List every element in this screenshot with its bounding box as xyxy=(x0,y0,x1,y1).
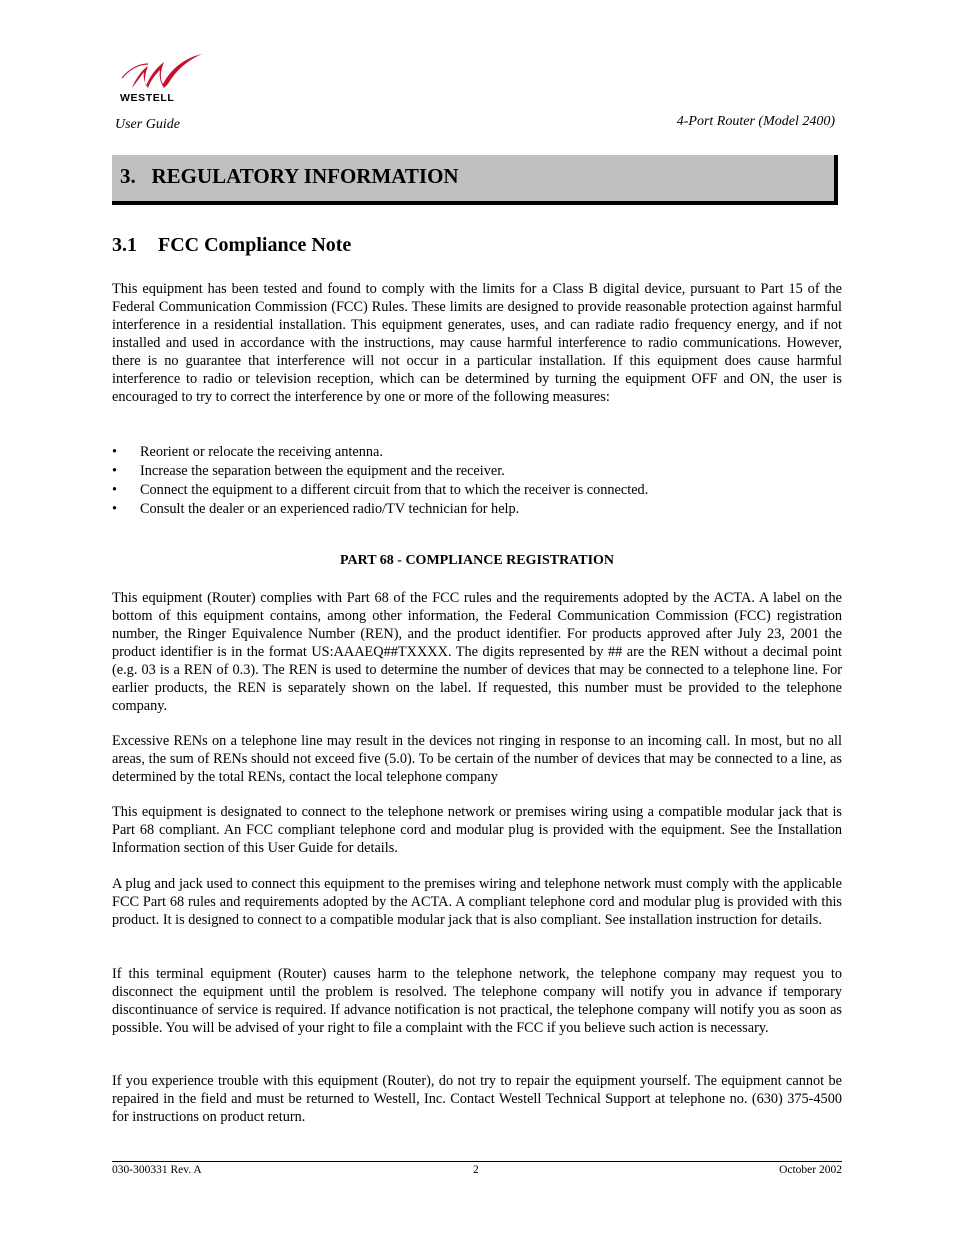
list-item: • Connect the equipment to a different circuit from that to which the receiver is connected. xyxy=(112,482,649,498)
list-item: • Reorient or relocate the receiving antenna. xyxy=(112,444,383,460)
logo-wordmark: WESTELL xyxy=(120,92,175,104)
bullet-icon: • xyxy=(112,501,118,517)
part68-paragraph: A plug and jack used to connect this equipment to the premises wiring and telephone network must comply with the applicable FCC Part 68 rules and requirements adopted by the ACTA. A compliant telephone cord and modular plug is provided with this product. It is designed to connect to a compatible modular jack that is also compliant. See installation instruction for details. xyxy=(112,876,842,928)
subsection-number: 3.1 xyxy=(112,234,137,256)
part68-paragraph: This equipment is designated to connect to the telephone network or premises wiring using a compatible modular jack that is Part 68 compliant. An FCC compliant telephone cord and modular plug is provided with the equipment. See the Installation Information section of this User Guide for details. xyxy=(112,804,842,856)
footer-divider xyxy=(112,1161,842,1162)
part68-paragraph: Excessive RENs on a telephone line may result in the devices not ringing in response to an incoming call. In most, but no all areas, the sum of RENs should not exceed five (5.0). To be certain of the number of devices that may be connected to a line, as determined by the total RENs, contact the local telephone company xyxy=(112,733,842,785)
section-title-bar xyxy=(112,155,838,205)
footer-page-number: 2 xyxy=(473,1164,479,1176)
part68-paragraph: If you experience trouble with this equipment (Router), do not try to repair the equipment yourself. The equipment cannot be repaired in the field and must be returned to Westell, Inc. Contact Westell Technical Support at telephone no. (630) 375-4500 for instructions on product return. xyxy=(112,1073,842,1125)
part68-paragraph: This equipment (Router) complies with Part 68 of the FCC rules and the requirements adopted by the ACTA. A label on the bottom of this equipment contains, among other information, the Federal Communication Commission (FCC) registration number, the Ringer Equivalence Number (REN), and the product identifier. For products approved after July 23, 2001 the product identifier is in the format US:AAAEQ##TXXXX. The digits represented by ## are the REN without a decimal point (e.g. 03 is a REN of 0.3). The REN is used to determine the number of devices that may be connected to a telephone line. For earlier products, the REN is separately shown on the label. If requested, this number must be provided to the telephone company. xyxy=(112,590,842,714)
section-title: 3. REGULATORY INFORMATION xyxy=(120,164,459,188)
bullet-icon: • xyxy=(112,482,118,498)
subsection-heading xyxy=(112,234,351,257)
part68-heading: PART 68 - COMPLIANCE REGISTRATION xyxy=(339,553,615,568)
bullet-icon: • xyxy=(112,444,118,460)
subsection-title: FCC Compliance Note xyxy=(158,234,352,256)
westell-swoosh-icon xyxy=(118,52,202,92)
header-right-text: 4-Port Router (Model 2400) xyxy=(676,114,835,129)
measures-list xyxy=(112,443,842,519)
list-item: • Consult the dealer or an experienced radio/TV technician for help. xyxy=(112,501,520,517)
bullet-icon: • xyxy=(112,463,118,479)
header-left-text: User Guide xyxy=(115,117,180,132)
footer-date: October 2002 xyxy=(779,1164,842,1176)
part68-paragraph: If this terminal equipment (Router) causes harm to the telephone network, the telephone company may request you to disconnect the equipment until the problem is resolved. The telephone company will notify you in advance if temporary discontinuance of service is required. If advance notification is not practical, the telephone company will notify you as soon as possible. You will be advised of your right to file a complaint with the FCC if you believe such action is necessary. xyxy=(112,966,842,1036)
intro-paragraph: This equipment has been tested and found to comply with the limits for a Class B digital device, pursuant to Part 15 of the Federal Communication Commission (FCC) Rules. These limits are designed to provide reasonable protection against harmful interference in a residential installation. This equipment generates, uses, and can radiate radio frequency energy, and if not installed and used in accordance with the instructions, may cause harmful interference to radio communications. However, there is no guarantee that interference will not occur in a particular installation. If this equipment does cause harmful interference to radio or television reception, which can be determined by turning the equipment OFF and ON, the user is encouraged to try to correct the interference by one or more of the following measures: xyxy=(112,281,842,405)
list-item: • Increase the separation between the equipment and the receiver. xyxy=(112,463,505,479)
westell-logo xyxy=(118,52,202,108)
footer-doc-number: 030-300331 Rev. A xyxy=(112,1164,202,1176)
